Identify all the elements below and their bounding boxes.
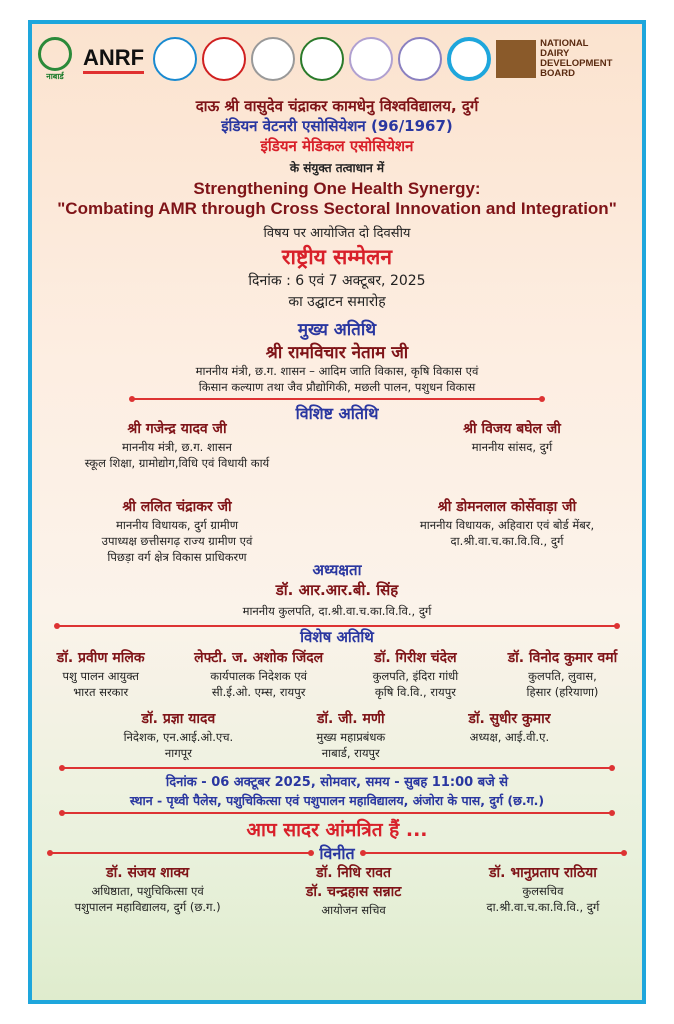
host-desc: दा.श्री.वा.च.का.वि.वि., दुर्ग <box>486 900 600 914</box>
guest-desc <box>468 745 550 761</box>
host-name: डॉ. चन्द्रहास सन्नाट <box>305 884 402 900</box>
invitation-line: आप सादर आंमत्रित हैं ... <box>246 819 428 841</box>
host-name: डॉ. भानुप्रताप राठिया <box>489 865 597 881</box>
host-desc: कुलसचिव <box>522 884 564 898</box>
host-name: डॉ. निधि रावत <box>316 865 392 881</box>
emblem-logo-2 <box>202 37 246 81</box>
guest-name: श्री गजेन्द्र यादव जी <box>127 421 227 437</box>
conference-dates: दिनांक : 6 एवं 7 अक्टूबर, 2025 <box>248 273 426 289</box>
guest-name: डॉ. प्रवीण मलिक <box>56 650 145 666</box>
guest-desc: स्कूल शिक्षा, ग्रामोद्योग,विधि एवं विधायी कार्य <box>84 456 270 470</box>
chief-guest-desc: माननीय मंत्री, छ.ग. शासन – आदिम जाति विकास, कृषि विकास एवं <box>195 364 479 378</box>
host-card <box>486 864 599 918</box>
distinguished-guests <box>32 400 642 625</box>
guest-card <box>42 498 312 565</box>
guest-desc: निदेशक, एन.आई.ओ.एच. <box>123 730 234 744</box>
guest-name: डॉ. जी. मणी <box>316 711 385 727</box>
iva-name: इंडियन वेटनरी एसोसियेशन (96/1967) <box>221 117 453 135</box>
guest-desc: अध्यक्ष, आई.वी.ए. <box>469 730 550 744</box>
special-guests-heading: विशेष अतिथि <box>300 628 374 646</box>
ndbb-text: NATIONAL <box>540 38 589 49</box>
guest-desc: नाबार्ड, रायपुर <box>321 746 380 760</box>
nabard-logo <box>36 37 74 82</box>
emblem-logo-4 <box>300 37 344 81</box>
guest-name: श्री डोमनलाल कोर्सेवाड़ा जी <box>437 499 577 515</box>
guest-desc: नागपूर <box>164 746 192 760</box>
theme-subtitle: विषय पर आयोजित दो दिवसीय <box>263 226 411 241</box>
chief-guest-desc: किसान कल्याण तथा जैव प्रौद्योगिकी, मछली पालन, पशुधन विकास <box>198 380 476 394</box>
theme-title-2: "Combating AMR through Cross Sectoral Innovation and Integration" <box>57 199 617 218</box>
guest-desc: मुख्य महाप्रबंधक <box>316 730 386 744</box>
chief-guest-name: श्री रामविचार नेताम जी <box>265 343 409 363</box>
presidency-heading: अध्यक्षता <box>312 561 362 579</box>
joint-aegis: के संयुक्त तत्वाधान में <box>289 161 385 175</box>
special-guests-row <box>32 649 642 700</box>
guest-desc: माननीय मंत्री, छ.ग. शासन <box>122 440 232 454</box>
guest-desc: दा.श्री.वा.च.का.वि.वि., दुर्ग <box>450 534 564 548</box>
guest-card <box>392 420 632 455</box>
divider <box>363 852 624 854</box>
host-name: डॉ. संजय शाक्य <box>106 865 190 881</box>
guest-name: डॉ. गिरीश चंदेल <box>374 650 457 666</box>
ndbb-logo <box>496 39 612 79</box>
guest-card <box>194 649 323 700</box>
guest-card <box>468 710 550 761</box>
nabard-text: नाबार्ड <box>46 71 64 81</box>
guest-desc: पशु पालन आयुक्त <box>62 669 139 683</box>
distinguished-heading: विशिष्ट अतिथि <box>295 404 379 423</box>
event-venue: स्थान - पृथ्वी पैलेस, पशुचिकित्सा एवं पशुपालन महाविद्यालय, अंजोरा के पास, दुर्ग (छ.ग.) <box>129 793 545 808</box>
guest-desc: माननीय विधायक, दुर्ग ग्रामीण <box>115 518 239 532</box>
guest-card <box>316 710 385 761</box>
emblem-logo-6 <box>398 37 442 81</box>
ima-name: इंडियन मेडिकल एसोसियेशन <box>260 137 414 155</box>
guest-card <box>372 498 642 549</box>
anrf-logo: ANRF <box>83 45 144 74</box>
ndbb-text: DAIRY <box>540 48 570 59</box>
host-desc: अधिष्ठाता, पशुचिकित्सा एवं <box>91 884 204 898</box>
divider <box>57 625 617 627</box>
guest-card <box>57 649 145 700</box>
ndbb-text: BOARD <box>540 68 575 79</box>
chief-guest-heading: मुख्य अतिथि <box>297 320 377 340</box>
guest-card <box>373 649 459 700</box>
guest-name: डॉ. विनोद कुमार वर्मा <box>507 650 618 666</box>
hosts-heading: विनीत <box>319 844 355 863</box>
emblem-logo-7 <box>447 37 491 81</box>
emblem-logo-1 <box>153 37 197 81</box>
invitation-card <box>28 20 646 1004</box>
host-card <box>306 864 401 918</box>
presidency-name: डॉ. आर.आर.बी. सिंह <box>275 581 399 599</box>
guest-desc: पिछड़ा वर्ग क्षेत्र विकास प्राधिकरण <box>107 550 247 564</box>
host-desc: आयोजन सचिव <box>321 903 386 917</box>
guest-desc: माननीय विधायक, अहिवारा एवं बोर्ड मेंबर, <box>419 518 595 532</box>
theme-title-1: Strengthening One Health Synergy: <box>193 179 481 198</box>
host-card <box>75 864 221 918</box>
host-desc: पशुपालन महाविद्यालय, दुर्ग (छ.ग.) <box>74 900 221 914</box>
special-guests-row <box>32 710 642 761</box>
guest-card <box>508 649 618 700</box>
guest-card <box>42 420 312 471</box>
guest-desc: कृषि वि.वि., रायपुर <box>374 685 456 699</box>
divider <box>62 812 612 814</box>
event-datetime: दिनांक - 06 अक्टूबर 2025, सोमवार, समय - सुबह 11:00 बजे से <box>165 775 509 790</box>
guest-name: डॉ. सुधीर कुमार <box>468 711 551 727</box>
university-name: दाऊ श्री वासुदेव चंद्राकर कामधेनु विश्वविद्यालय, दुर्ग <box>195 97 479 115</box>
guest-name: लेफ्टी. ज. अशोक जिंदल <box>194 650 324 666</box>
guest-name: श्री ललित चंद्राकर जी <box>122 499 232 515</box>
guest-card <box>124 710 234 761</box>
divider <box>50 852 311 854</box>
presidency-desc: माननीय कुलपति, दा.श्री.वा.च.का.वि.वि., दुर्ग <box>242 604 432 618</box>
guest-desc: उपाध्यक्ष छत्तीसगढ़ राज्य ग्रामीण एवं <box>101 534 253 548</box>
logo-strip <box>32 24 642 94</box>
guest-name: श्री विजय बघेल जी <box>463 421 561 437</box>
guest-desc: कार्यपालक निदेशक एवं <box>210 669 308 683</box>
guest-desc: कुलपति, लुवास, <box>528 669 597 683</box>
conference-title: राष्ट्रीय सम्मेलन <box>281 245 393 269</box>
guest-desc: भारत सरकार <box>73 685 129 699</box>
hosts-heading-row <box>32 842 642 864</box>
ndbb-text: DEVELOPMENT <box>540 58 613 69</box>
emblem-logo-3 <box>251 37 295 81</box>
inauguration-label: का उद्घाटन समारोह <box>288 294 386 310</box>
guest-desc: सी.ई.ओ. एम्स, रायपुर <box>211 685 306 699</box>
hosts-row <box>32 864 642 918</box>
emblem-logo-5 <box>349 37 393 81</box>
guest-name: डॉ. प्रज्ञा यादव <box>141 711 216 727</box>
guest-desc: कुलपति, इंदिरा गांधी <box>372 669 459 683</box>
divider <box>62 767 612 769</box>
guest-desc: माननीय सांसद, दुर्ग <box>471 440 553 454</box>
guest-desc: हिसार (हरियाणा) <box>526 685 599 699</box>
